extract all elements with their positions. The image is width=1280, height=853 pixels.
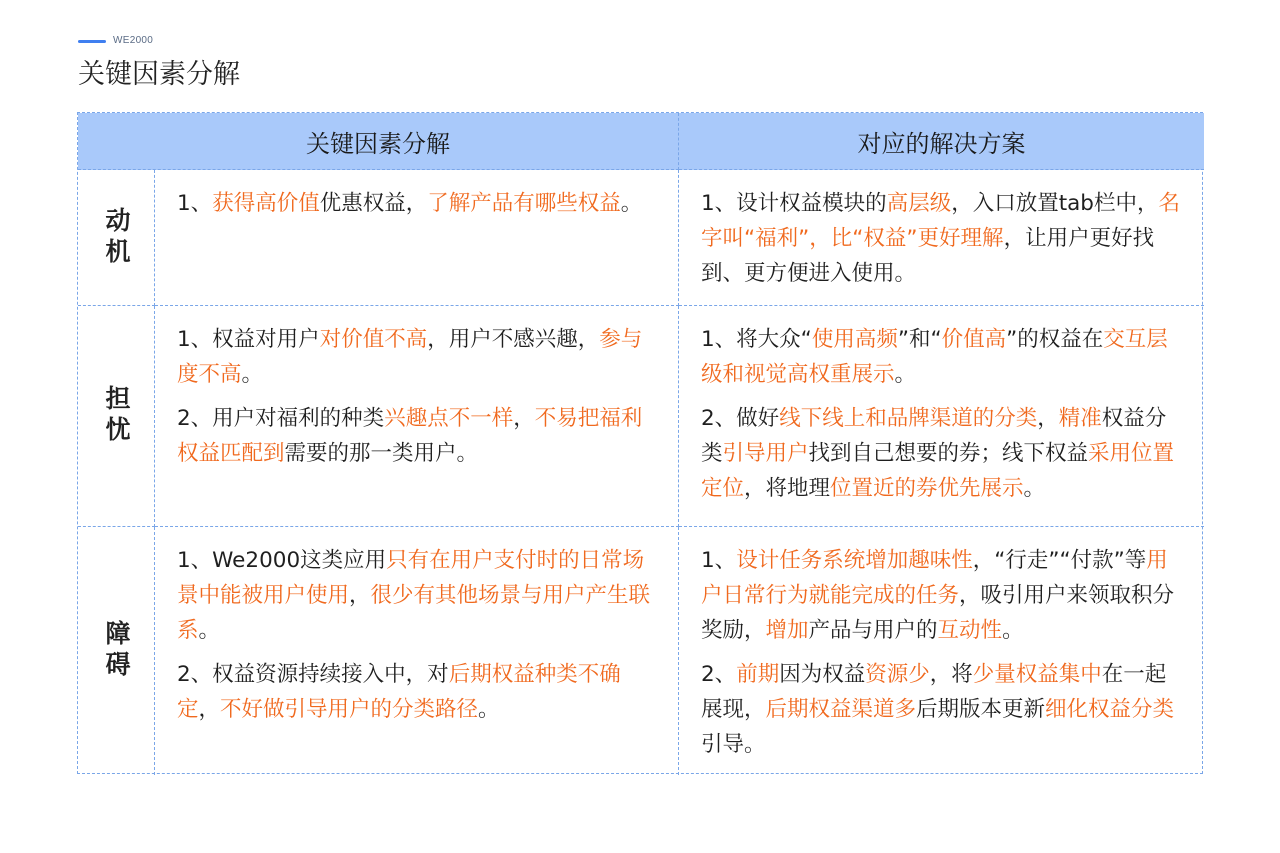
- body-text: 在一起展现，: [701, 662, 1167, 722]
- body-text: ，将: [929, 662, 973, 687]
- body-text: 产品与用户的: [808, 618, 938, 643]
- paragraph: [701, 657, 1182, 762]
- body-text: 因为权益: [779, 662, 866, 687]
- highlight-text: 位置近的券优先展示: [830, 476, 1024, 501]
- paragraph: [701, 543, 1182, 648]
- body-text: ，: [198, 697, 221, 722]
- highlight-text: 引导用户: [722, 441, 809, 466]
- body-text: 。: [198, 618, 221, 643]
- highlight-text: 不易把福利权益匹配到: [177, 406, 643, 466]
- factor-table: [77, 112, 1203, 774]
- brand-label: WE2000: [113, 35, 154, 46]
- paragraph: [701, 186, 1182, 291]
- body-text: ，: [349, 583, 371, 608]
- row-label: 动机: [78, 170, 155, 306]
- solution-cell: [679, 527, 1204, 775]
- highlight-text: 互动性: [937, 618, 1003, 643]
- body-text: 。: [241, 362, 264, 387]
- paragraph: [177, 186, 656, 221]
- body-text: 1、: [177, 191, 213, 216]
- body-text: 2、权益资源持续接入中，对: [177, 662, 449, 687]
- highlight-text: 只有在用户支付时的日常场景中能被用户使用: [177, 548, 645, 608]
- body-text: ，吸引用户来领取积分奖励，: [701, 583, 1175, 643]
- highlight-text: 使用高频: [811, 327, 898, 352]
- highlight-text: 采用位置定位: [701, 441, 1175, 501]
- body-text: 1、We2000这类应用: [177, 548, 387, 573]
- table-header-solutions: 对应的解决方案: [679, 113, 1204, 170]
- body-text: 权益分类: [701, 406, 1167, 466]
- highlight-text: 价值高: [941, 327, 1007, 352]
- paragraph: [177, 543, 656, 648]
- highlight-text: 高层级: [886, 191, 952, 216]
- paragraph: [177, 322, 656, 392]
- body-text: 。: [1023, 476, 1046, 501]
- body-text: 。: [478, 697, 500, 722]
- highlight-text: 资源少: [865, 662, 930, 687]
- highlight-text: 精准: [1058, 406, 1102, 431]
- highlight-text: 设计任务系统增加趣味性: [736, 548, 973, 573]
- highlight-text: 用户日常行为就能完成的任务: [701, 548, 1168, 608]
- body-text: ，将地理: [744, 476, 831, 501]
- body-text: 2、做好: [701, 406, 780, 431]
- body-text: 1、将大众“: [701, 327, 812, 352]
- highlight-text: 细化权益分类: [1045, 697, 1175, 722]
- body-text: 需要的那一类用户。: [284, 441, 479, 466]
- body-text: ，“行走”“付款”等: [972, 548, 1147, 573]
- highlight-text: 兴趣点不一样: [384, 406, 514, 431]
- body-text: 。: [620, 191, 643, 216]
- body-text: ，用户不感兴趣，: [427, 327, 600, 352]
- body-text: 1、设计权益模块的: [701, 191, 887, 216]
- body-text: 引导。: [701, 732, 766, 757]
- row-label: 障碍: [78, 527, 155, 775]
- row-label: 担忧: [78, 306, 155, 527]
- highlight-text: 很少有其他场景与用户产生联系: [177, 583, 651, 643]
- body-text: 1、权益对用户: [177, 327, 320, 352]
- paragraph: [701, 401, 1182, 506]
- highlight-text: 后期权益种类不确定: [177, 662, 621, 722]
- body-text: 找到自己想要的券；线下权益: [808, 441, 1089, 466]
- body-text: 1、: [701, 548, 737, 573]
- brand-accent-bar: [78, 40, 106, 43]
- body-text: ，入口放置tab栏中，: [951, 191, 1159, 216]
- body-text: 。: [1002, 618, 1024, 643]
- paragraph: [177, 657, 656, 727]
- body-text: 优惠权益，: [319, 191, 428, 216]
- page-title: 关键因素分解: [78, 59, 240, 90]
- highlight-text: 了解产品有哪些权益: [427, 191, 621, 216]
- body-text: ，: [1037, 406, 1059, 431]
- highlight-text: 参与度不高: [177, 327, 643, 387]
- solution-cell: [679, 306, 1204, 527]
- body-text: ，让用户更好找到、更方便进入使用。: [701, 226, 1155, 286]
- body-text: 2、用户对福利的种类: [177, 406, 385, 431]
- factor-cell: [155, 170, 679, 306]
- highlight-text: 对价值不高: [319, 327, 428, 352]
- body-text: 。: [894, 362, 917, 387]
- body-text: ”的权益在: [1006, 327, 1104, 352]
- body-text: 后期版本更新: [916, 697, 1046, 722]
- solution-cell: [679, 170, 1204, 306]
- highlight-text: 后期权益渠道多: [765, 697, 917, 722]
- highlight-text: 不好做引导用户的分类路径: [220, 697, 479, 722]
- body-text: 2、: [701, 662, 737, 687]
- paragraph: [701, 322, 1182, 392]
- paragraph: [177, 401, 656, 471]
- highlight-text: 增加: [765, 618, 809, 643]
- highlight-text: 前期: [736, 662, 780, 687]
- highlight-text: 线下线上和品牌渠道的分类: [779, 406, 1038, 431]
- body-text: ，: [513, 406, 535, 431]
- highlight-text: 获得高价值: [212, 191, 320, 216]
- table-header-factors: 关键因素分解: [78, 113, 679, 170]
- body-text: ”和“: [897, 327, 942, 352]
- factor-cell: [155, 306, 679, 527]
- highlight-text: 交互层级和视觉高权重展示: [701, 327, 1168, 387]
- highlight-text: 名字叫“福利”，比“权益”更好理解: [701, 191, 1180, 251]
- factor-cell: [155, 527, 679, 775]
- highlight-text: 少量权益集中: [972, 662, 1102, 687]
